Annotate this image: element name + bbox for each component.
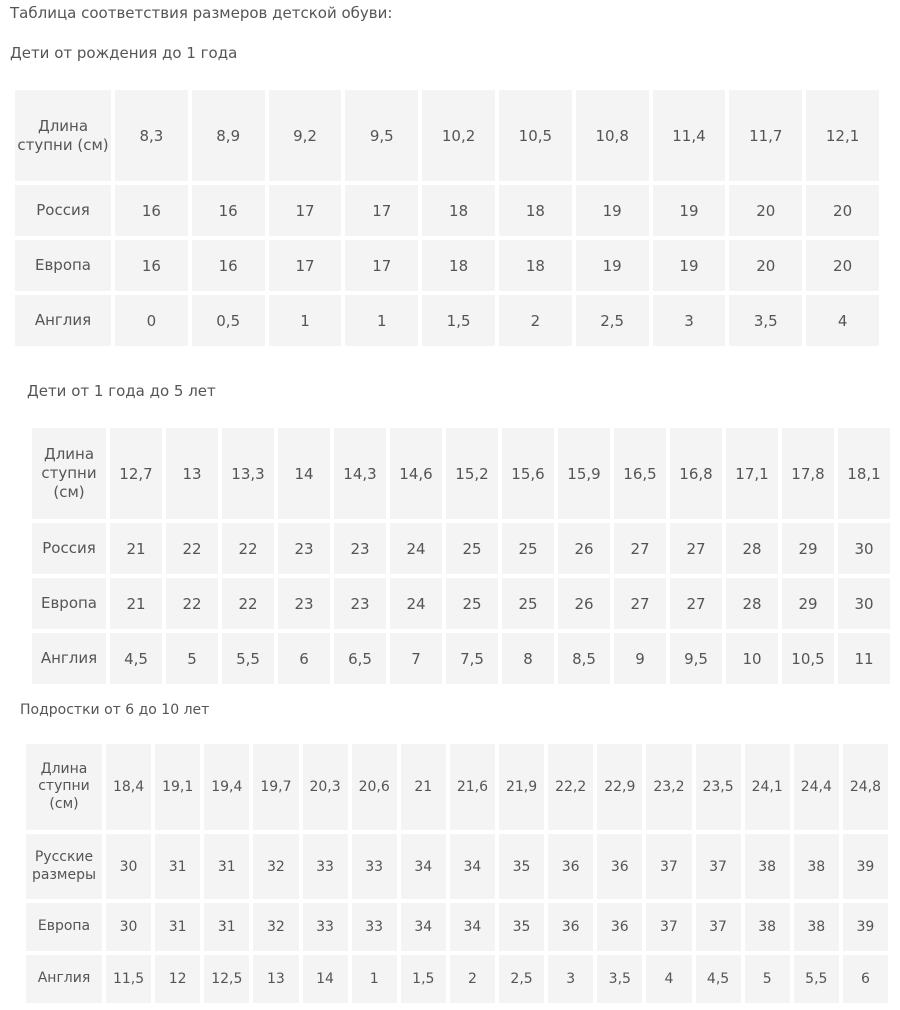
table-cell: 1 xyxy=(269,295,342,346)
row-label: Длина ступни (см) xyxy=(15,90,111,181)
table-cell: 0,5 xyxy=(192,295,265,346)
table-cell: 19 xyxy=(653,240,726,291)
table-cell: 26 xyxy=(558,523,610,574)
table-cell: 24,8 xyxy=(843,744,888,830)
table-cell: 14 xyxy=(278,428,330,519)
table-cell: 17 xyxy=(345,185,418,236)
table-cell: 1 xyxy=(352,955,397,1003)
table-row xyxy=(26,903,888,951)
table-cell: 19 xyxy=(576,185,649,236)
table-cell: 34 xyxy=(401,903,446,951)
table-cell: 21,9 xyxy=(499,744,544,830)
table-cell: 38 xyxy=(794,903,839,951)
table-cell: 5 xyxy=(745,955,790,1003)
row-label: Россия xyxy=(15,185,111,236)
row-label: Англия xyxy=(32,633,106,684)
table-cell: 4 xyxy=(806,295,879,346)
table-cell: 36 xyxy=(548,834,593,899)
table-cell: 8,5 xyxy=(558,633,610,684)
table-cell: 27 xyxy=(614,578,666,629)
table-cell: 24 xyxy=(390,578,442,629)
table-cell: 34 xyxy=(450,903,495,951)
table-cell: 32 xyxy=(253,903,298,951)
table-cell: 23,5 xyxy=(696,744,741,830)
table-cell: 33 xyxy=(352,903,397,951)
table-cell: 21 xyxy=(401,744,446,830)
size-table-preteen xyxy=(22,740,892,1007)
section-caption: Подростки от 6 до 10 лет xyxy=(20,702,210,718)
table-cell: 3,5 xyxy=(729,295,802,346)
table-cell: 17,1 xyxy=(726,428,778,519)
table-cell: 30 xyxy=(106,834,151,899)
table-cell: 20,3 xyxy=(303,744,348,830)
table-cell: 36 xyxy=(597,903,642,951)
table-cell: 20 xyxy=(806,240,879,291)
table-cell: 17,8 xyxy=(782,428,834,519)
table-cell: 18 xyxy=(499,240,572,291)
table-cell: 14 xyxy=(303,955,348,1003)
table-cell: 2 xyxy=(499,295,572,346)
table-cell: 11,7 xyxy=(729,90,802,181)
table-cell: 38 xyxy=(745,834,790,899)
table-cell: 19,4 xyxy=(204,744,249,830)
table-cell: 21,6 xyxy=(450,744,495,830)
table-cell: 15,2 xyxy=(446,428,498,519)
table-cell: 14,6 xyxy=(390,428,442,519)
row-label: Русские размеры xyxy=(26,834,102,899)
table-cell: 15,6 xyxy=(502,428,554,519)
table-cell: 16,5 xyxy=(614,428,666,519)
table-cell: 18,1 xyxy=(838,428,890,519)
table-cell: 35 xyxy=(499,834,544,899)
table-cell: 27 xyxy=(614,523,666,574)
table-cell: 19,1 xyxy=(155,744,200,830)
table-row xyxy=(32,523,890,574)
table-cell: 6 xyxy=(843,955,888,1003)
table-cell: 23 xyxy=(278,523,330,574)
table-cell: 36 xyxy=(548,903,593,951)
table-cell: 10,5 xyxy=(782,633,834,684)
row-label: Длина ступни (см) xyxy=(32,428,106,519)
table-cell: 37 xyxy=(696,834,741,899)
table-cell: 34 xyxy=(401,834,446,899)
table-cell: 22 xyxy=(222,578,274,629)
table-cell: 28 xyxy=(726,578,778,629)
table-cell: 32 xyxy=(253,834,298,899)
table-cell: 14,3 xyxy=(334,428,386,519)
table-cell: 33 xyxy=(352,834,397,899)
table-cell: 37 xyxy=(646,903,691,951)
table-cell: 0 xyxy=(115,295,188,346)
table-cell: 22 xyxy=(166,523,218,574)
table-cell: 5,5 xyxy=(794,955,839,1003)
row-label: Россия xyxy=(32,523,106,574)
table-row xyxy=(15,185,879,236)
size-table-toddler xyxy=(28,424,894,688)
table-cell: 18 xyxy=(499,185,572,236)
table-cell: 37 xyxy=(696,903,741,951)
table-cell: 25 xyxy=(446,578,498,629)
row-label: Англия xyxy=(15,295,111,346)
table-cell: 13 xyxy=(253,955,298,1003)
table-cell: 33 xyxy=(303,903,348,951)
table-cell: 29 xyxy=(782,523,834,574)
section-caption: Дети от 1 года до 5 лет xyxy=(27,382,216,400)
table-cell: 38 xyxy=(794,834,839,899)
table-cell: 6 xyxy=(278,633,330,684)
table-cell: 31 xyxy=(155,903,200,951)
table-cell: 31 xyxy=(155,834,200,899)
table-cell: 19 xyxy=(653,185,726,236)
table-cell: 7,5 xyxy=(446,633,498,684)
size-table-newborn xyxy=(11,86,883,350)
table-cell: 16 xyxy=(192,185,265,236)
table-row xyxy=(15,90,879,181)
table-cell: 37 xyxy=(646,834,691,899)
table-cell: 25 xyxy=(502,578,554,629)
table-cell: 30 xyxy=(838,523,890,574)
table-cell: 24,4 xyxy=(794,744,839,830)
table-cell: 11,4 xyxy=(653,90,726,181)
table-cell: 18 xyxy=(422,185,495,236)
table-cell: 12 xyxy=(155,955,200,1003)
table-cell: 4,5 xyxy=(696,955,741,1003)
table-cell: 24,1 xyxy=(745,744,790,830)
table-row xyxy=(26,955,888,1003)
table-cell: 3 xyxy=(548,955,593,1003)
table-cell: 23 xyxy=(334,523,386,574)
table-cell: 20 xyxy=(806,185,879,236)
table-cell: 10,5 xyxy=(499,90,572,181)
table-cell: 9 xyxy=(614,633,666,684)
table-cell: 17 xyxy=(269,185,342,236)
table-cell: 26 xyxy=(558,578,610,629)
row-label: Англия xyxy=(26,955,102,1003)
table-cell: 11 xyxy=(838,633,890,684)
table-cell: 31 xyxy=(204,903,249,951)
table-cell: 34 xyxy=(450,834,495,899)
table-cell: 22 xyxy=(166,578,218,629)
table-cell: 20,6 xyxy=(352,744,397,830)
table-cell: 23 xyxy=(278,578,330,629)
table-cell: 17 xyxy=(345,240,418,291)
table-cell: 21 xyxy=(110,523,162,574)
table-cell: 22 xyxy=(222,523,274,574)
table-cell: 1,5 xyxy=(422,295,495,346)
table-row xyxy=(26,834,888,899)
table-cell: 16,8 xyxy=(670,428,722,519)
row-label: Европа xyxy=(32,578,106,629)
table-cell: 12,7 xyxy=(110,428,162,519)
table-cell: 24 xyxy=(390,523,442,574)
table-cell: 30 xyxy=(838,578,890,629)
table-cell: 25 xyxy=(446,523,498,574)
table-row xyxy=(32,578,890,629)
table-cell: 2,5 xyxy=(499,955,544,1003)
table-cell: 5 xyxy=(166,633,218,684)
table-cell: 12,1 xyxy=(806,90,879,181)
table-cell: 35 xyxy=(499,903,544,951)
table-cell: 2 xyxy=(450,955,495,1003)
table-cell: 19 xyxy=(576,240,649,291)
table-cell: 8,9 xyxy=(192,90,265,181)
table-cell: 16 xyxy=(115,240,188,291)
row-label: Европа xyxy=(26,903,102,951)
table-cell: 20 xyxy=(729,185,802,236)
table-cell: 12,5 xyxy=(204,955,249,1003)
table-cell: 3 xyxy=(653,295,726,346)
table-cell: 16 xyxy=(115,185,188,236)
table-cell: 9,5 xyxy=(670,633,722,684)
table-cell: 2,5 xyxy=(576,295,649,346)
table-cell: 31 xyxy=(204,834,249,899)
table-cell: 6,5 xyxy=(334,633,386,684)
table-cell: 4 xyxy=(646,955,691,1003)
table-row xyxy=(15,240,879,291)
table-cell: 25 xyxy=(502,523,554,574)
section-caption: Дети от рождения до 1 года xyxy=(10,44,238,62)
table-cell: 36 xyxy=(597,834,642,899)
table-cell: 22,2 xyxy=(548,744,593,830)
table-cell: 38 xyxy=(745,903,790,951)
table-cell: 13 xyxy=(166,428,218,519)
table-cell: 1,5 xyxy=(401,955,446,1003)
table-cell: 5,5 xyxy=(222,633,274,684)
table-cell: 18 xyxy=(422,240,495,291)
table-cell: 8 xyxy=(502,633,554,684)
table-cell: 23 xyxy=(334,578,386,629)
page-title: Таблица соответствия размеров детской обуви: xyxy=(10,4,393,22)
table-cell: 13,3 xyxy=(222,428,274,519)
table-cell: 3,5 xyxy=(597,955,642,1003)
table-cell: 28 xyxy=(726,523,778,574)
table-cell: 30 xyxy=(106,903,151,951)
table-cell: 23,2 xyxy=(646,744,691,830)
table-cell: 39 xyxy=(843,903,888,951)
table-cell: 10,2 xyxy=(422,90,495,181)
table-cell: 1 xyxy=(345,295,418,346)
table-row xyxy=(32,633,890,684)
row-label: Длина ступни (см) xyxy=(26,744,102,830)
table-cell: 8,3 xyxy=(115,90,188,181)
table-cell: 20 xyxy=(729,240,802,291)
table-cell: 4,5 xyxy=(110,633,162,684)
table-row xyxy=(32,428,890,519)
table-cell: 27 xyxy=(670,523,722,574)
table-cell: 17 xyxy=(269,240,342,291)
table-cell: 29 xyxy=(782,578,834,629)
table-cell: 11,5 xyxy=(106,955,151,1003)
table-row xyxy=(26,744,888,830)
table-cell: 19,7 xyxy=(253,744,298,830)
table-cell: 9,5 xyxy=(345,90,418,181)
table-cell: 39 xyxy=(843,834,888,899)
table-row xyxy=(15,295,879,346)
table-cell: 27 xyxy=(670,578,722,629)
row-label: Европа xyxy=(15,240,111,291)
table-cell: 33 xyxy=(303,834,348,899)
table-cell: 9,2 xyxy=(269,90,342,181)
table-cell: 22,9 xyxy=(597,744,642,830)
table-cell: 7 xyxy=(390,633,442,684)
table-cell: 18,4 xyxy=(106,744,151,830)
table-cell: 10 xyxy=(726,633,778,684)
table-cell: 10,8 xyxy=(576,90,649,181)
table-cell: 21 xyxy=(110,578,162,629)
table-cell: 16 xyxy=(192,240,265,291)
table-cell: 15,9 xyxy=(558,428,610,519)
